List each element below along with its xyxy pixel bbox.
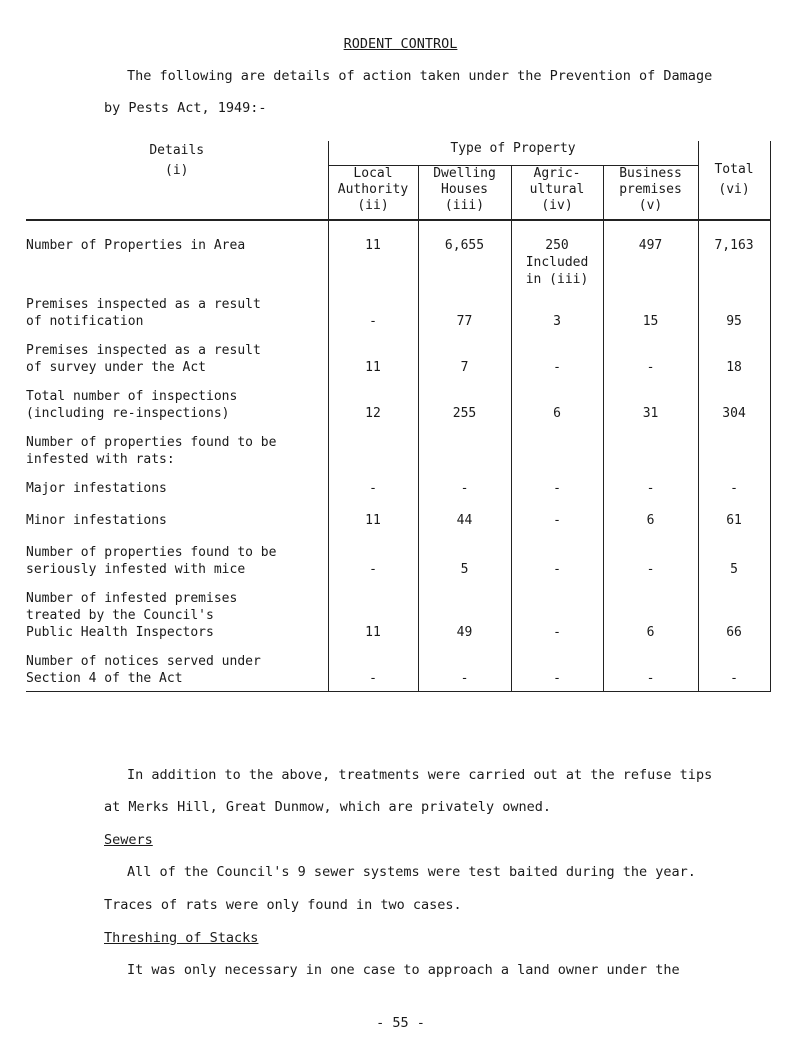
cell-local-authority [328,330,418,376]
cell-local-authority [328,641,418,692]
row-detail [26,529,328,578]
cell-value: 15 [642,314,659,329]
cell-business-premises [603,529,698,578]
cell-local-authority [328,422,418,468]
detail-line: seriously infested with mice [26,562,246,577]
cell-value: - [369,562,377,577]
cell-value: 44 [456,513,473,528]
paragraph-merks-hill: at Merks Hill, Great Dunmow, which are privately owned. [104,799,552,815]
row-detail [26,220,328,288]
detail-line: Major infestations [26,481,167,496]
row-detail [26,578,328,641]
header-line: ultural [529,182,585,197]
detail-line: Public Health Inspectors [26,625,214,640]
cell-agricultural [511,220,603,288]
cell-value: - [730,671,738,686]
cell-local-authority [328,220,418,288]
cell-local-authority [328,578,418,641]
cell-value: - [369,481,377,496]
cell-total [698,288,770,330]
cell-local-authority [328,468,418,497]
cell-value: 61 [726,513,742,528]
cell-local-authority [328,376,418,422]
detail-line: Number of properties found to be [26,545,277,560]
detail-line: Number of properties found to be [26,435,277,450]
detail-line: Minor infestations [26,513,167,528]
cell-value: 5 [460,562,469,577]
row-detail [26,497,328,529]
cell-local-authority [328,288,418,330]
detail-line: Premises inspected as a result [26,343,261,358]
detail-line: Total number of inspections [26,389,238,404]
header-line: Local [353,166,393,181]
cell-total [698,422,770,468]
cell-dwelling-houses [418,376,511,422]
header-line: premises [619,182,682,197]
table-row [26,529,770,578]
detail-line: Number of notices served under [26,654,261,669]
cell-agricultural [511,376,603,422]
detail-line: of survey under the Act [26,360,207,375]
cell-total [698,468,770,497]
header-number: (iv) [541,198,573,213]
table-row [26,376,770,422]
threshing-heading: Threshing of Stacks [104,930,259,946]
cell-value: - [646,481,655,496]
cell-dwelling-houses [418,330,511,376]
paragraph-refuse-tips: In addition to the above, treatments were carried out at the refuse tips [127,767,713,783]
cell-business-premises [603,422,698,468]
cell-value: 11 [365,625,381,640]
row-detail [26,468,328,497]
cell-value: 7,163 [714,238,754,253]
cell-local-authority [328,529,418,578]
cell-total [698,497,770,529]
cell-value: 250 [545,238,569,253]
detail-line: Number of Properties in Area [26,238,246,253]
header-number: (ii) [357,198,389,213]
cell-agricultural [511,288,603,330]
cell-total [698,529,770,578]
cell-value: - [730,481,738,496]
cell-total [698,220,770,288]
cell-business-premises [603,641,698,692]
detail-line: infested with rats: [26,452,175,467]
total-header-label: Total [714,162,754,177]
cell-agricultural [511,422,603,468]
header-line: Authority [337,182,409,197]
paragraph-traces-of-rats: Traces of rats were only found in two cases. [104,897,462,913]
cell-value: - [553,562,561,577]
cell-value: 11 [365,513,381,528]
details-header-label: Details [149,143,205,158]
cell-value: - [553,625,561,640]
cell-business-premises [603,376,698,422]
local-authority-header [328,166,418,221]
cell-agricultural [511,468,603,497]
cell-value: 5 [730,562,738,577]
cell-dwelling-houses [418,468,511,497]
rodent-control-table [26,141,771,692]
table-row [26,497,770,529]
cell-value: 12 [365,406,381,421]
table-row [26,422,770,468]
detail-line: treated by the Council's [26,608,214,623]
table-row [26,288,770,330]
header-line: Houses [441,182,488,197]
header-line: Agric- [533,166,581,181]
cell-total [698,376,770,422]
cell-value: 18 [726,360,742,375]
cell-value: - [646,360,655,375]
cell-value: 497 [638,238,663,253]
header-number: (v) [638,198,663,213]
details-header-number: (i) [165,163,189,178]
header-line: Dwelling [433,166,496,181]
page-title: RODENT CONTROL [343,36,458,52]
cell-value: 6 [553,406,561,421]
cell-value: 11 [365,238,381,253]
cell-total [698,641,770,692]
row-detail [26,422,328,468]
cell-value: 3 [553,314,561,329]
cell-agricultural [511,330,603,376]
cell-note: in (iii) [525,272,589,287]
cell-business-premises [603,468,698,497]
cell-local-authority [328,497,418,529]
cell-value: 255 [452,406,477,421]
cell-value: - [460,481,469,496]
table-row [26,468,770,497]
cell-business-premises [603,497,698,529]
total-column-header [698,141,770,220]
detail-line: Section 4 of the Act [26,671,183,686]
intro-text-line-2: by Pests Act, 1949:- [104,100,267,116]
table-row [26,641,770,692]
table-row [26,330,770,376]
detail-line: Premises inspected as a result [26,297,261,312]
cell-value: - [460,671,469,686]
cell-value: - [369,314,377,329]
header-line: Business [619,166,682,181]
cell-value: 6 [646,513,655,528]
cell-value: - [553,671,561,686]
cell-dwelling-houses [418,422,511,468]
page-number: - 55 - [376,1015,425,1031]
cell-dwelling-houses [418,288,511,330]
cell-agricultural [511,641,603,692]
cell-value: 7 [460,360,469,375]
cell-value: 77 [456,314,473,329]
dwelling-houses-header [418,166,511,221]
sewers-heading: Sewers [104,832,153,848]
table-row [26,578,770,641]
row-detail [26,330,328,376]
business-premises-header [603,166,698,221]
cell-agricultural [511,578,603,641]
cell-value: 6 [646,625,655,640]
cell-value: - [369,671,377,686]
cell-agricultural [511,529,603,578]
paragraph-land-owner: It was only necessary in one case to approach a land owner under the [127,962,680,978]
paragraph-sewer-systems: All of the Council's 9 sewer systems were test baited during the year. [127,864,696,880]
details-column-header [26,141,328,220]
cell-value: 6,655 [444,238,485,253]
cell-value: 11 [365,360,381,375]
cell-value: 31 [642,406,659,421]
cell-value: 49 [456,625,473,640]
cell-value: - [553,513,561,528]
agricultural-header [511,166,603,221]
cell-value: - [553,360,561,375]
row-detail [26,288,328,330]
cell-value: 66 [726,625,742,640]
detail-line: Number of infested premises [26,591,238,606]
cell-dwelling-houses [418,641,511,692]
cell-value: - [646,671,655,686]
header-number: (iii) [444,198,485,213]
cell-agricultural [511,497,603,529]
cell-dwelling-houses [418,497,511,529]
cell-business-premises [603,330,698,376]
row-detail [26,641,328,692]
type-of-property-header: Type of Property [328,141,698,166]
cell-business-premises [603,288,698,330]
cell-value: - [553,481,561,496]
row-detail [26,376,328,422]
cell-total [698,578,770,641]
cell-dwelling-houses [418,529,511,578]
detail-line: of notification [26,314,144,329]
intro-text-line-1: The following are details of action taken under the Prevention of Damage [127,68,713,84]
cell-value: 304 [722,406,746,421]
cell-dwelling-houses [418,578,511,641]
cell-value: - [646,562,655,577]
cell-business-premises [603,220,698,288]
cell-value: 95 [726,314,742,329]
cell-dwelling-houses [418,220,511,288]
detail-line: (including re-inspections) [26,406,230,421]
cell-business-premises [603,578,698,641]
table-row [26,220,770,288]
cell-note: Included [525,255,589,270]
cell-total [698,330,770,376]
total-header-number: (vi) [718,182,750,197]
